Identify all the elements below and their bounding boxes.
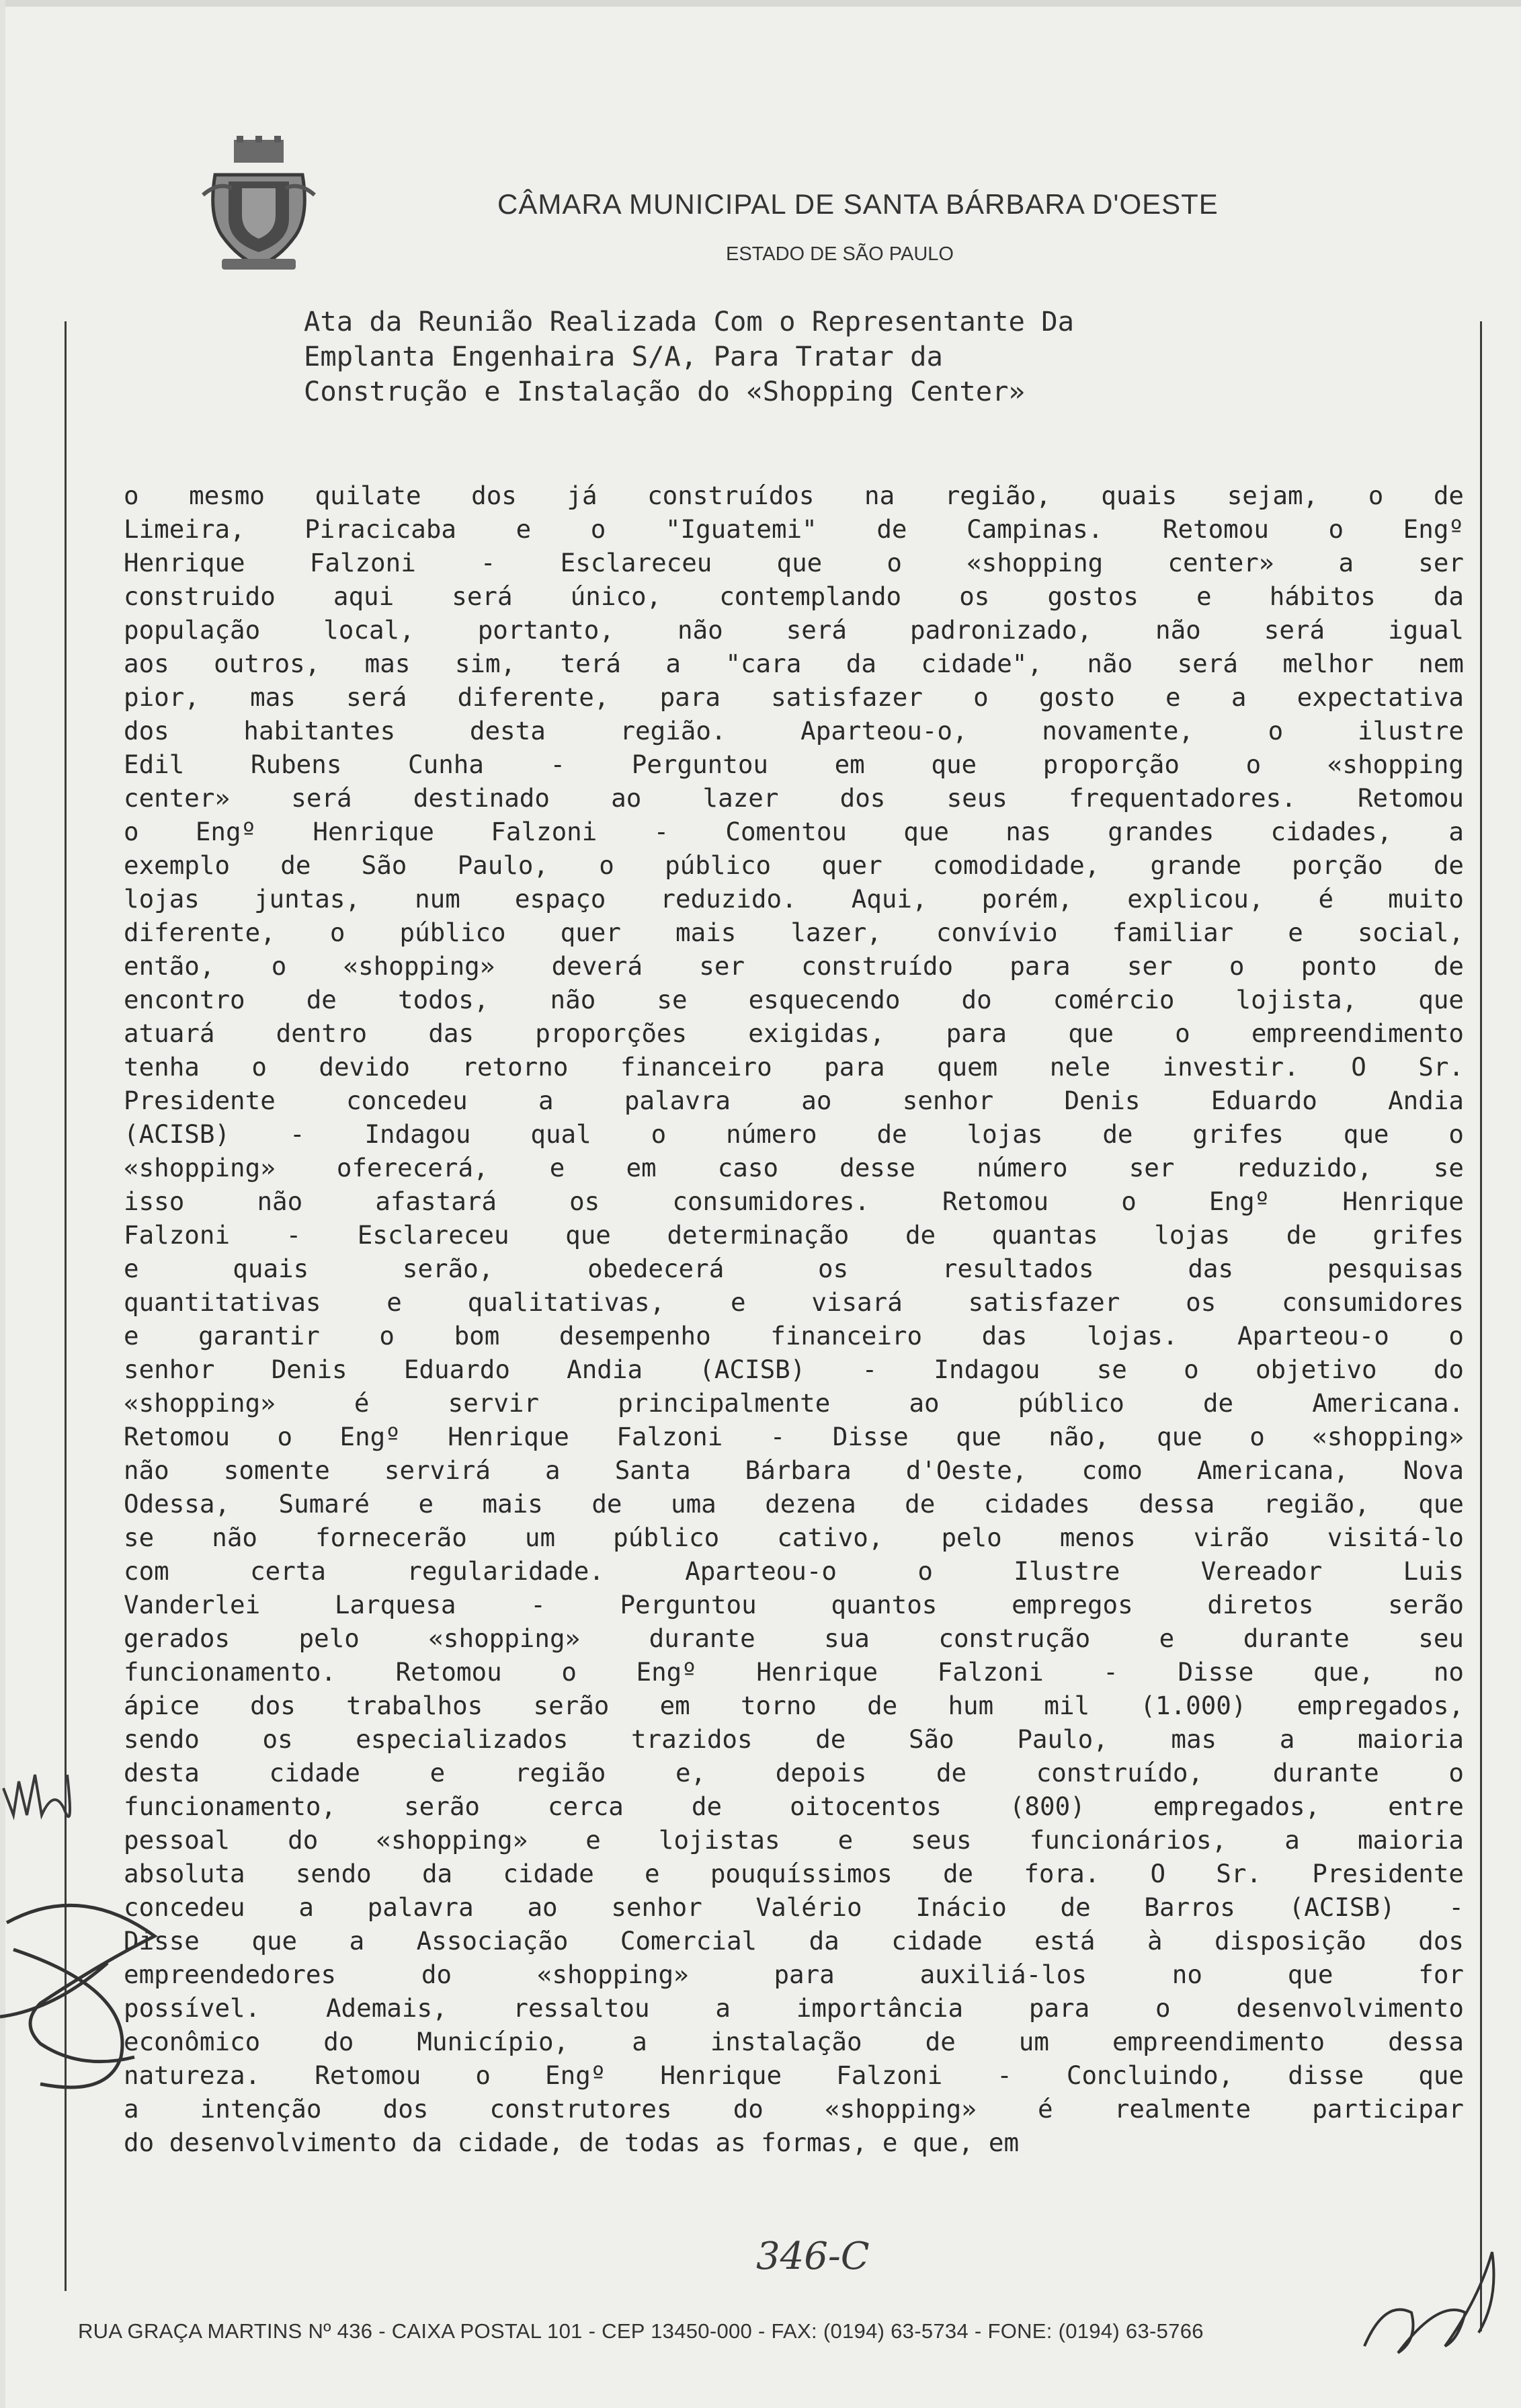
body-line: center» será destinado ao lazer dos seus frequentadores. Retomou (124, 783, 1464, 813)
body-line: (ACISB) - Indagou qual o número de lojas de grifes que o (124, 1119, 1464, 1149)
body-line: senhor Denis Eduardo Andia (ACISB) - Indagou se o objetivo do (124, 1355, 1464, 1384)
body-line: encontro de todos, não se esquecendo do comércio lojista, que (124, 985, 1464, 1014)
body-line: tenha o devido retorno financeiro para quem nele investir. O Sr. (124, 1052, 1464, 1082)
body-line: diferente, o público quer mais lazer, convívio familiar e social, (124, 918, 1464, 947)
body-line: sendo os especializados trazidos de São Paulo, mas a maioria (124, 1724, 1464, 1754)
body-line: dos habitantes desta região. Aparteou-o, novamente, o ilustre (124, 716, 1464, 746)
body-line: construido aqui será único, contemplando os gostos e hábitos da (124, 581, 1464, 611)
body-line: possível. Ademais, ressaltou a importância para o desenvolvimento (124, 1993, 1464, 2023)
body-line: com certa regularidade. Aparteou-o o Ilustre Vereador Luis (124, 1556, 1464, 1586)
body-line: ápice dos trabalhos serão em torno de hum mil (1.000) empregados, (124, 1691, 1464, 1720)
body-line: Retomou o Engº Henrique Falzoni - Disse que não, que o «shopping» (124, 1422, 1464, 1451)
body-line: população local, portanto, não será padronizado, não será igual (124, 615, 1464, 645)
body-line: pessoal do «shopping» e lojistas e seus funcionários, a maioria (124, 1825, 1464, 1855)
document-title-line: Ata da Reunião Realizada Com o Representante Da (304, 305, 1075, 337)
left-margin-line (65, 321, 67, 2291)
page-top-edge (0, 0, 1521, 7)
document-title-line: Emplanta Engenhaira S/A, Para Tratar da (304, 340, 943, 372)
body-line: aos outros, mas sim, terá a "cara da cidade", não será melhor nem (124, 649, 1464, 678)
body-line: «shopping» oferecerá, e em caso desse número ser reduzido, se (124, 1153, 1464, 1182)
body-line: lojas juntas, num espaço reduzido. Aqui, porém, explicou, é muito (124, 884, 1464, 914)
header-title: CÂMARA MUNICIPAL DE SANTA BÁRBARA D'OESTE (497, 188, 1219, 220)
right-margin-line (1480, 321, 1482, 2331)
header-subtitle: ESTADO DE SÃO PAULO (726, 243, 954, 265)
body-line: empreendedores do «shopping» para auxiliá-los no que for (124, 1960, 1464, 1989)
body-line: Falzoni - Esclareceu que determinação de quantas lojas de grifes (124, 1220, 1464, 1250)
body-line: Presidente concedeu a palavra ao senhor Denis Eduardo Andia (124, 1086, 1464, 1115)
body-line: pior, mas será diferente, para satisfazer o gosto e a expectativa (124, 682, 1464, 712)
body-line: então, o «shopping» deverá ser construído para ser o ponto de (124, 951, 1464, 981)
body-line: o Engº Henrique Falzoni - Comentou que nas grandes cidades, a (124, 817, 1464, 846)
document-title (304, 304, 1258, 409)
body-line: quantitativas e qualitativas, e visará satisfazer os consumidores (124, 1287, 1464, 1317)
body-line: Edil Rubens Cunha - Perguntou em que proporção o «shopping (124, 750, 1464, 779)
body-line: gerados pelo «shopping» durante sua construção e durante seu (124, 1623, 1464, 1653)
body-line: econômico do Município, a instalação de um empreendimento dessa (124, 2027, 1464, 2056)
body-line: atuará dentro das proporções exigidas, para que o empreendimento (124, 1018, 1464, 1048)
body-line: «shopping» é servir principalmente ao público de Americana. (124, 1388, 1464, 1418)
coat-of-arms-icon (202, 134, 316, 276)
body-line: exemplo de São Paulo, o público quer comodidade, grande porção de (124, 850, 1464, 880)
body-line: concedeu a palavra ao senhor Valério Inácio de Barros (ACISB) - (124, 1892, 1464, 1922)
body-line: Henrique Falzoni - Esclareceu que o «shopping center» a ser (124, 548, 1464, 577)
body-line: funcionamento. Retomou o Engº Henrique Falzoni - Disse que, no (124, 1657, 1464, 1687)
body-line: se não fornecerão um público cativo, pelo menos virão visitá-lo (124, 1523, 1464, 1552)
body-line: Disse que a Associação Comercial da cidade está à disposição dos (124, 1926, 1464, 1956)
body-line: desta cidade e região e, depois de construído, durante o (124, 1758, 1464, 1788)
body-line: absoluta sendo da cidade e pouquíssimos de fora. O Sr. Presidente (124, 1859, 1464, 1888)
body-line: Odessa, Sumaré e mais de uma dezena de cidades dessa região, que (124, 1489, 1464, 1519)
handwritten-page-number: 346-C (756, 2235, 870, 2278)
body-line: funcionamento, serão cerca de oitocentos (800) empregados, entre (124, 1792, 1464, 1821)
body-line: isso não afastará os consumidores. Retomou o Engº Henrique (124, 1187, 1464, 1216)
footer-address: RUA GRAÇA MARTINS Nº 436 - CAIXA POSTAL 101 - CEP 13450-000 - FAX: (0194) 63-5734 - FONE: (0194) 63-5766 (78, 2319, 1204, 2343)
body-line: não somente servirá a Santa Bárbara d'Oeste, como Americana, Nova (124, 1455, 1464, 1485)
body-line: natureza. Retomou o Engº Henrique Falzoni - Concluindo, disse que (124, 2060, 1464, 2090)
body-line: e quais serão, obedecerá os resultados das pesquisas (124, 1254, 1464, 1283)
page-left-edge (0, 0, 5, 2408)
body-line: e garantir o bom desempenho financeiro das lojas. Aparteou-o o (124, 1321, 1464, 1351)
body-text (124, 479, 1464, 2159)
body-line: o mesmo quilate dos já construídos na região, quais sejam, o de (124, 481, 1464, 510)
margin-initials-signature (3, 1775, 70, 1816)
document-title-line: Construção e Instalação do «Shopping Center» (304, 375, 1025, 407)
body-line: a intenção dos construtores do «shopping» é realmente participar (124, 2094, 1464, 2124)
body-line: Limeira, Piracicaba e o "Iguatemi" de Campinas. Retomou o Engº (124, 514, 1464, 544)
body-line: Vanderlei Larquesa - Perguntou quantos empregos diretos serão (124, 1590, 1464, 1619)
body-line: do desenvolvimento da cidade, de todas as formas, e que, em (124, 2128, 1020, 2157)
